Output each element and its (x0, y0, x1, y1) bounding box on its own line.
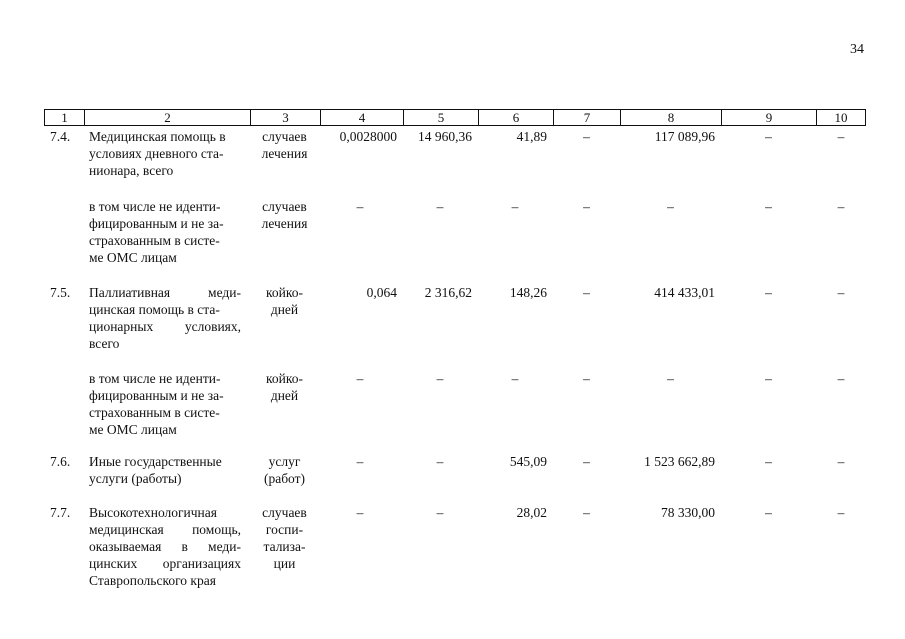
header-col-5: 5 (403, 109, 478, 126)
row-number: 7.6. (50, 454, 71, 469)
cell-col9: – (765, 371, 772, 386)
cell-col10: – (837, 454, 845, 469)
row-description: Медицинская помощь в условиях дневного ста- нионара, всего (89, 129, 226, 178)
row-description: в том числе не иденти- фицированным и не за- страхованным в систе- ме ОМС лицам (89, 371, 224, 437)
cell-col8: 414 433,01 (654, 285, 715, 300)
row-number: 7.7. (50, 505, 71, 520)
cell-col9: – (765, 454, 772, 469)
cell-col7: – (583, 454, 590, 469)
header-col-8: 8 (620, 109, 721, 126)
row-number: 7.5. (50, 285, 71, 300)
row-unit: койко- дней (266, 285, 303, 317)
row-number: 7.4. (50, 129, 71, 144)
header-col-2: 2 (84, 109, 250, 126)
cell-col4: – (356, 454, 364, 469)
cell-col7: – (583, 505, 590, 520)
cell-col6: – (511, 371, 519, 386)
cell-col5: – (436, 371, 444, 386)
cell-col10: – (837, 371, 845, 386)
header-col-6: 6 (478, 109, 553, 126)
row-description: Высокотехнологичная медицинская помощь, оказываемая в меди- цинских организациях Ставропольского края (89, 505, 241, 588)
cell-col5: 2 316,62 (424, 285, 472, 300)
header-col-10: 10 (816, 109, 866, 126)
cell-col5: 14 960,36 (418, 129, 472, 144)
row-description: в том числе не иденти- фицированным и не за- страхованным в систе- ме ОМС лицам (89, 199, 224, 265)
page-number: 34 (850, 42, 864, 57)
row-unit: случаев лечения (261, 199, 308, 231)
cell-col4: 0,0028000 (339, 129, 397, 144)
cell-col10: – (837, 129, 845, 144)
header-col-9: 9 (721, 109, 816, 126)
cell-col10: – (837, 505, 845, 520)
cell-col9: – (765, 129, 772, 144)
cell-col5: – (436, 505, 444, 520)
cell-col7: – (583, 129, 590, 144)
cell-col10: – (837, 285, 845, 300)
cell-col8: – (667, 371, 674, 386)
cell-col4: – (356, 199, 364, 214)
cell-col8: 78 330,00 (661, 505, 715, 520)
cell-col9: – (765, 285, 772, 300)
row-description: Паллиативная меди- цинская помощь в ста- ционарных условиях, всего (89, 285, 241, 351)
cell-col4: – (356, 505, 364, 520)
cell-col8: – (667, 199, 674, 214)
header-col-3: 3 (250, 109, 320, 126)
cell-col6: 28,02 (516, 505, 547, 520)
cell-col4: 0,064 (366, 285, 397, 300)
row-unit: койко- дней (266, 371, 303, 403)
cell-col6: 41,89 (516, 129, 547, 144)
header-col-7: 7 (553, 109, 620, 126)
cell-col6: – (511, 199, 519, 214)
cell-col5: – (436, 199, 444, 214)
header-col-4: 4 (320, 109, 403, 126)
row-unit: услуг (работ) (263, 454, 306, 486)
cell-col7: – (583, 371, 590, 386)
row-unit: случаев лечения (261, 129, 308, 161)
cell-col7: – (583, 199, 590, 214)
cell-col10: – (837, 199, 845, 214)
cell-col8: 117 089,96 (654, 129, 715, 144)
cell-col7: – (583, 285, 590, 300)
cell-col6: 148,26 (509, 285, 547, 300)
cell-col6: 545,09 (509, 454, 547, 469)
cell-col9: – (765, 199, 772, 214)
header-col-1: 1 (44, 109, 84, 126)
cell-col4: – (356, 371, 364, 386)
row-description: Иные государственные услуги (работы) (89, 454, 222, 486)
cell-col5: – (436, 454, 444, 469)
cell-col9: – (765, 505, 772, 520)
cell-col8: 1 523 662,89 (644, 454, 715, 469)
row-unit: случаев госпи- тализа- ции (262, 505, 307, 571)
